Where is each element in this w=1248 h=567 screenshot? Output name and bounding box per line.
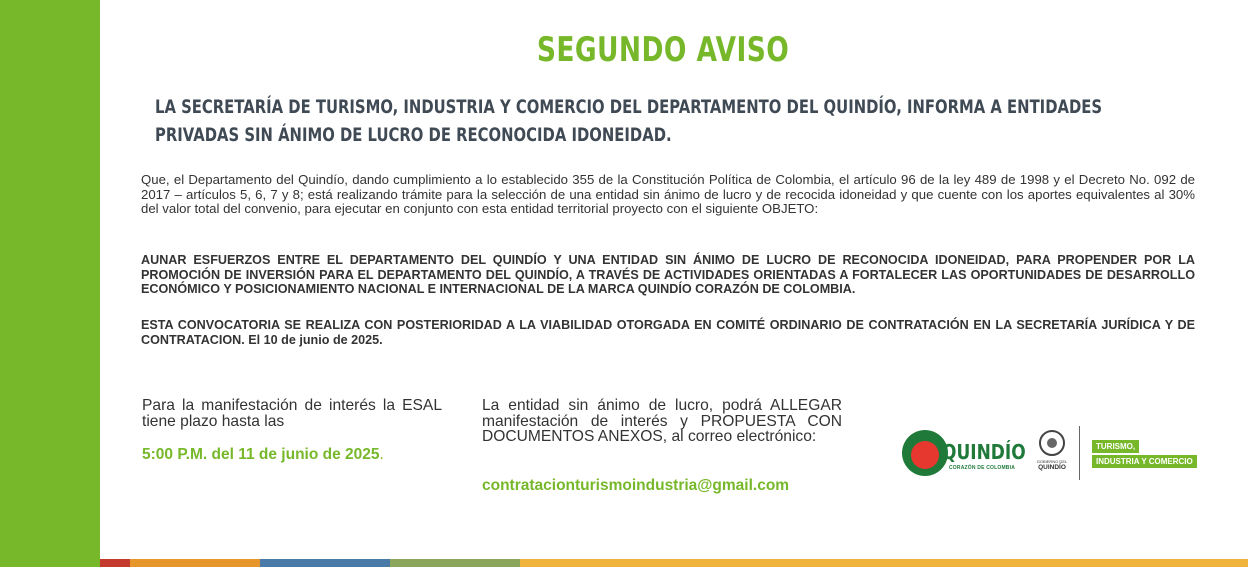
submission-instructions: La entidad sin ánimo de lucro, podrá ALLEGAR manifestación de interés y PROPUESTA CON DOCUMENTOS ANEXOS, al correo electrónico: (482, 397, 842, 445)
quindio-logo (902, 428, 1026, 478)
gobierno-name: QUINDÍO (1038, 464, 1066, 471)
strip-segment-blue (260, 559, 390, 567)
object-paragraph: AUNAR ESFUERZOS ENTRE EL DEPARTAMENTO DEL QUINDÍO Y UNA ENTIDAD SIN ÁNIMO DE LUCRO DE RECONOCIDA IDONEIDAD, PARA PROPENDER POR LA PROMOCIÓN DE INVERSIÓN PARA EL DEPARTAMENTO DEL QUINDÍO, A TRAVÉS DE ACTIVIDADES ORIENTADAS A FORTALECER LAS OPORTUNIDADES DE DESARROLLO ECONÓMICO Y POSICIONAMIENTO NACIONAL E INTERNACIONAL DE LA MARCA QUINDÍO CORAZÓN DE COLOMBIA. (141, 253, 1195, 296)
strip-segment-red (100, 559, 130, 567)
intro-paragraph: Que, el Departamento del Quindío, dando cumplimiento a lo establecido 355 de la Constitución Política de Colombia, el artículo 96 de la ley 489 de 1998 y el Decreto No. 092 de 2017 – artículos 5, 6, 7 y 8; está realizando trámite para la selección de una entidad sin ánimo de lucro y de recocida idoneidad y que cuente con los aportes equivalentes al 30% del valor total del convenio, para ejecutar en conjunto con esta entidad territorial proyecto con el siguiente OBJETO: (141, 172, 1195, 216)
deadline-time: 5:00 P.M. del 11 de junio de 2025 (142, 446, 380, 463)
bottom-color-strip (100, 559, 1248, 567)
logos-area (902, 424, 1212, 484)
quindio-tagline: CORAZÓN DE COLOMBIA (949, 465, 1016, 471)
quindio-wordmark: QUINDÍO (942, 440, 1026, 464)
gobierno-seal-icon (1039, 430, 1065, 456)
deadline-value (142, 446, 384, 464)
secretaria-tag-line1: TURISMO, (1092, 440, 1139, 453)
convocatoria-paragraph: ESTA CONVOCATORIA SE REALIZA CON POSTERIORIDAD A LA VIABILIDAD OTORGADA EN COMITÉ ORDINARIO DE CONTRATACIÓN EN LA SECRETARÍA JURÍDICA Y DE CONTRATACION. El 10 de junio de 2025. (141, 318, 1195, 347)
page-title: SEGUNDO AVISO (536, 30, 790, 70)
left-accent-bar (0, 0, 100, 567)
subtitle-heading: LA SECRETARÍA DE TURISMO, INDUSTRIA Y COMERCIO DEL DEPARTAMENTO DEL QUINDÍO, INFORMA A ENTIDADES PRIVADAS SIN ÁNIMO DE LUCRO DE RECONOCIDA IDONEIDAD. (155, 96, 1103, 146)
logo-divider (1079, 426, 1080, 480)
contact-email-link[interactable]: contratacionturismoindustria@gmail.com (482, 477, 790, 494)
gobierno-label: GOBIERNO DEL (1036, 459, 1068, 464)
deadline-dot: . (379, 446, 384, 463)
gobierno-logo (1034, 430, 1070, 478)
secretaria-tag-line2: INDUSTRIA Y COMERCIO (1092, 455, 1197, 468)
deadline-intro: Para la manifestación de interés la ESAL tiene plazo hasta las (142, 397, 442, 430)
strip-segment-yellow (520, 559, 1248, 567)
strip-segment-olive (390, 559, 520, 567)
strip-segment-orange (130, 559, 260, 567)
